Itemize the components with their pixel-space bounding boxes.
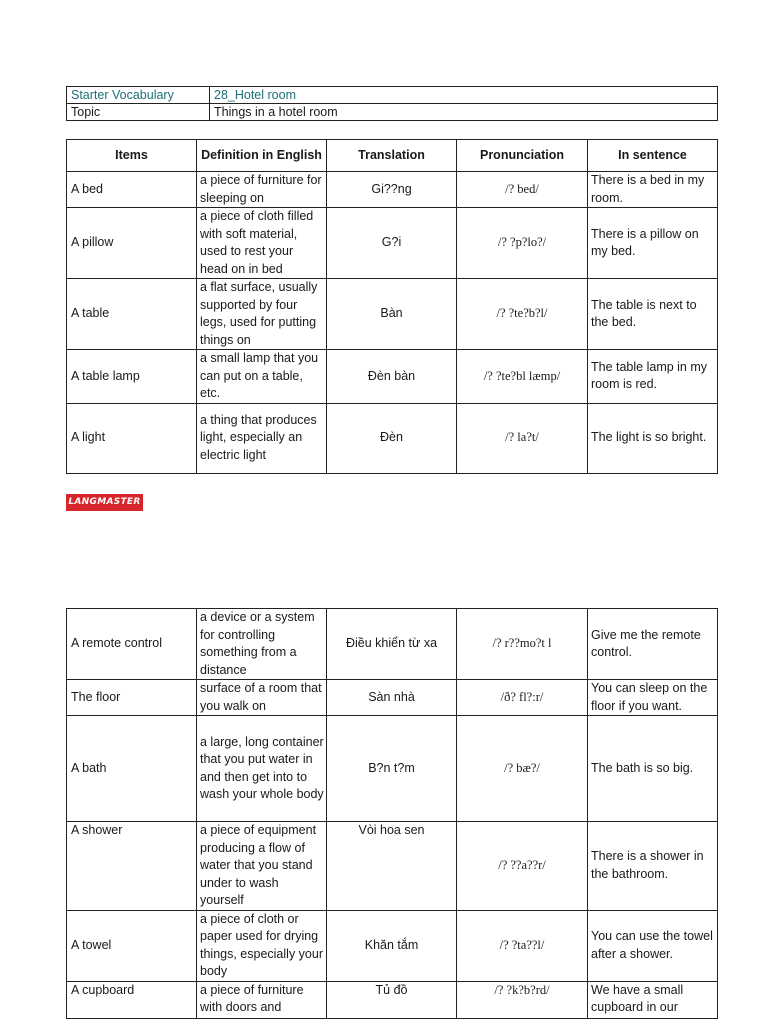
item-cell: A table xyxy=(67,279,197,350)
pronunciation-cell: /? r??mo?t l xyxy=(457,609,588,680)
course-label: Starter Vocabulary xyxy=(67,87,210,104)
pronunciation-cell: /? bed/ xyxy=(457,172,588,208)
column-header-translation: Translation xyxy=(327,140,457,172)
translation-cell: Gi??ng xyxy=(327,172,457,208)
definition-cell: a small lamp that you can put on a table, etc. xyxy=(197,350,327,404)
table-row xyxy=(67,981,718,1018)
item-cell: The floor xyxy=(67,680,197,716)
table-row xyxy=(67,403,718,473)
translation-cell: G?i xyxy=(327,208,457,279)
sentence-cell: The light is so bright. xyxy=(588,403,718,473)
translation-cell: B?n t?m xyxy=(327,716,457,822)
table-row xyxy=(67,172,718,208)
item-cell: A cupboard xyxy=(67,981,197,1018)
definition-cell: a piece of equipment producing a flow of water that you stand under to wash yourself xyxy=(197,822,327,911)
translation-cell: Điều khiển từ xa xyxy=(327,609,457,680)
vocabulary-table-1 xyxy=(66,139,718,474)
definition-cell: a thing that produces light, especially an electric light xyxy=(197,403,327,473)
sentence-cell: The table is next to the bed. xyxy=(588,279,718,350)
sentence-cell: There is a shower in the bathroom. xyxy=(588,822,718,911)
table-row xyxy=(67,350,718,404)
topic-label: Topic xyxy=(67,104,210,121)
translation-cell: Vòi hoa sen xyxy=(327,822,457,911)
item-cell: A pillow xyxy=(67,208,197,279)
lesson-header-table xyxy=(66,86,718,121)
item-cell: A bath xyxy=(67,716,197,822)
topic-value: Things in a hotel room xyxy=(210,104,718,121)
table-row xyxy=(67,680,718,716)
pronunciation-cell: /? bæ?/ xyxy=(457,716,588,822)
translation-cell: Tủ đồ xyxy=(327,981,457,1018)
definition-cell: a piece of cloth filled with soft material, used to rest your head on in bed xyxy=(197,208,327,279)
sentence-cell: There is a pillow on my bed. xyxy=(588,208,718,279)
column-header-sentence: In sentence xyxy=(588,140,718,172)
translation-cell: Đèn xyxy=(327,403,457,473)
pronunciation-cell: /? ??a??r/ xyxy=(457,822,588,911)
item-cell: A light xyxy=(67,403,197,473)
pronunciation-cell: /? ?te?bl læmp/ xyxy=(457,350,588,404)
lesson-header-row xyxy=(67,87,718,104)
sentence-cell: The table lamp in my room is red. xyxy=(588,350,718,404)
topic-row xyxy=(67,104,718,121)
pronunciation-cell: /ð? fl?:r/ xyxy=(457,680,588,716)
table-header-row xyxy=(67,140,718,172)
pronunciation-cell: /? la?t/ xyxy=(457,403,588,473)
item-cell: A bed xyxy=(67,172,197,208)
table-row xyxy=(67,910,718,981)
pronunciation-cell: /? ?ta??l/ xyxy=(457,910,588,981)
vocabulary-table-2 xyxy=(66,608,718,1019)
column-header-items: Items xyxy=(67,140,197,172)
table-row xyxy=(67,822,718,911)
table-row xyxy=(67,716,718,822)
column-header-pronunciation: Pronunciation xyxy=(457,140,588,172)
definition-cell: a device or a system for controlling something from a distance xyxy=(197,609,327,680)
item-cell: A remote control xyxy=(67,609,197,680)
sentence-cell: The bath is so big. xyxy=(588,716,718,822)
table-row xyxy=(67,609,718,680)
langmaster-logo: LANGMASTER xyxy=(66,494,143,511)
sentence-cell: Give me the remote control. xyxy=(588,609,718,680)
sentence-cell: We have a small cupboard in our xyxy=(588,981,718,1018)
item-cell: A shower xyxy=(67,822,197,911)
translation-cell: Bàn xyxy=(327,279,457,350)
pronunciation-cell: /? ?te?b?l/ xyxy=(457,279,588,350)
definition-cell: a piece of cloth or paper used for drying things, especially your body xyxy=(197,910,327,981)
lesson-title: 28_Hotel room xyxy=(210,87,718,104)
sentence-cell: There is a bed in my room. xyxy=(588,172,718,208)
pronunciation-cell: /? ?p?lo?/ xyxy=(457,208,588,279)
translation-cell: Khăn tắm xyxy=(327,910,457,981)
pronunciation-cell: /? ?k?b?rd/ xyxy=(457,981,588,1018)
item-cell: A table lamp xyxy=(67,350,197,404)
item-cell: A towel xyxy=(67,910,197,981)
table-row xyxy=(67,208,718,279)
translation-cell: Sàn nhà xyxy=(327,680,457,716)
translation-cell: Đèn bàn xyxy=(327,350,457,404)
definition-cell: a piece of furniture with doors and xyxy=(197,981,327,1018)
definition-cell: a large, long container that you put water in and then get into to wash your whole body xyxy=(197,716,327,822)
definition-cell: surface of a room that you walk on xyxy=(197,680,327,716)
sentence-cell: You can sleep on the floor if you want. xyxy=(588,680,718,716)
column-header-definition: Definition in English xyxy=(197,140,327,172)
table-row xyxy=(67,279,718,350)
definition-cell: a flat surface, usually supported by four legs, used for putting things on xyxy=(197,279,327,350)
sentence-cell: You can use the towel after a shower. xyxy=(588,910,718,981)
definition-cell: a piece of furniture for sleeping on xyxy=(197,172,327,208)
